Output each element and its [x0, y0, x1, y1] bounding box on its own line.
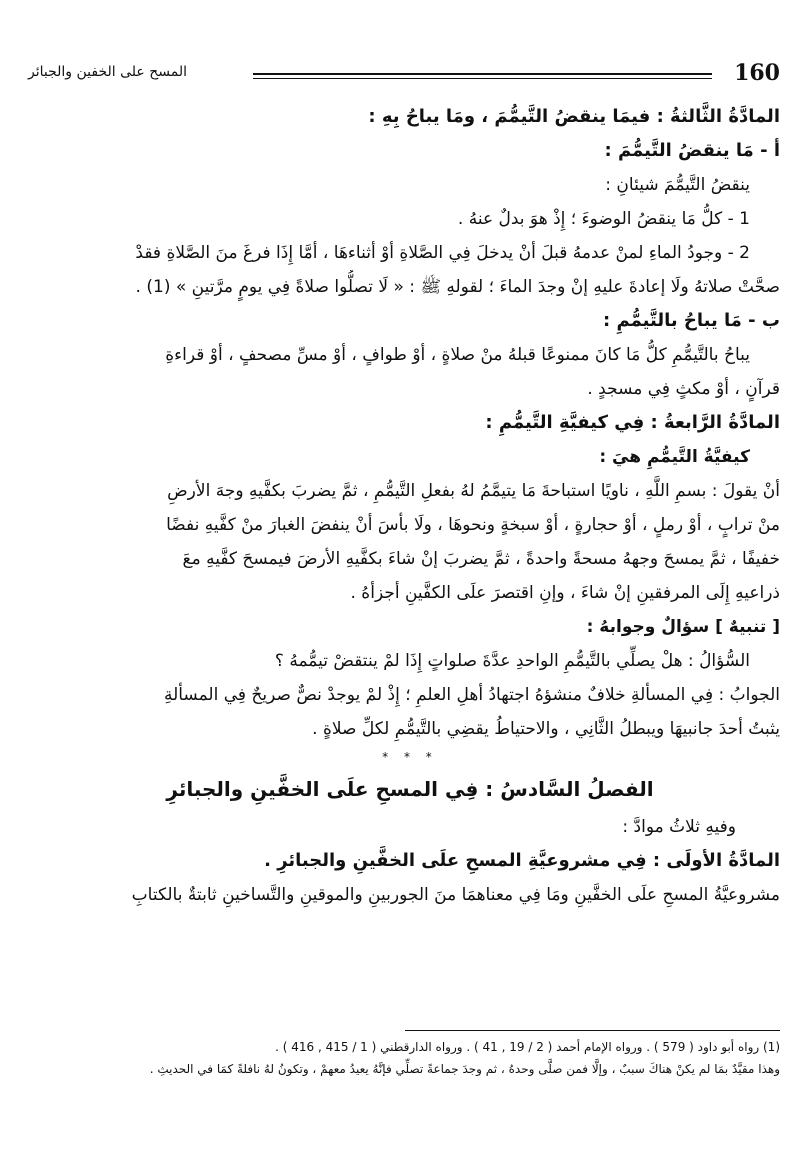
page-number: 160 — [734, 60, 780, 86]
paragraph-line: مشروعيَّةُ المسحِ علَى الخفَّينِ ومَا فِي معناهمَا منَ الجوربينِ والموقينِ والتَّساخينِ ثابتةٌ بالكتابِ — [131, 885, 780, 905]
subheading-b: ب - مَا يباحُ بالتَّيمُّمِ : — [603, 310, 780, 331]
paragraph-line: قرآنٍ ، أوْ مكثٍ فِي مسجدٍ . — [587, 379, 780, 399]
paragraph-line: صحَّتْ صلاتهُ ولَا إعادةَ عليهِ إنْ وجدَ الماءَ ؛ لقولهِ ﷺ : « لَا تصلُّوا صلاةً فِي يومٍ مرَّتينِ » (1) . — [135, 277, 780, 297]
paragraph-line: 2 - وجودُ الماءِ لمنْ عدمهُ قبلَ أنْ يدخلَ فِي الصَّلاةِ أوْ أثناءهَا ، أمَّا إِذَا فرغَ منَ الصَّلاةِ فقدْ — [135, 243, 750, 263]
footnotes — [30, 1036, 780, 1080]
running-title: المسح على الخفين والجبائر — [28, 64, 188, 80]
footnote-line: وهذا مقيَّدٌ بمَا لم يكنْ هناكَ سببٌ ، وإلَّا فمن صلَّى وحدهُ ، ثم وجدَ جماعةً تصلِّي فإنَّهُ يعيدُ معهمْ ، وتكونُ لهُ نافلةً كمَا في الحديثِ . — [149, 1062, 780, 1076]
paragraph-line: خفيفًا ، ثمَّ يمسحَ وجههُ مسحةً واحدةً ، ثمَّ يضربَ إنْ شاءَ بكفَّيهِ الأرضَ فيمسحَ كفَّيهِ معَ — [182, 549, 780, 569]
footnote-line: (1) رواه أبو داود ( 579 ) . ورواه الإمام أحمد ( 2 / 19 , 41 ) . ورواه الدارقطني ( 1 / 415 , 416 ) . — [275, 1040, 780, 1054]
answer-line: الجوابُ : فِي المسألةِ خلافٌ منشؤهُ اجتهادُ أهلِ العلمِ ؛ إِذْ لمْ يوجدْ نصٌّ صريحٌ فِي المسألةِ — [163, 685, 780, 705]
footnote-rule — [405, 1030, 780, 1031]
paragraph-line: كيفيَّةُ التَّيمُّمِ هيَ : — [599, 447, 750, 467]
paragraph-line: ينقضُ التَّيمُّمَ شيئانِ : — [605, 175, 750, 195]
section-heading-1: المادَّةُ الأولَى : فِي مشروعيَّةِ المسحِ علَى الخفَّينِ والجبائرِ . — [264, 850, 780, 871]
main-text — [40, 100, 780, 912]
header-rule-thin — [253, 78, 712, 79]
section-heading-4: المادَّةُ الرَّابعةُ : فِي كيفيَّةِ التَّيمُّمِ : — [485, 412, 780, 433]
note-heading: [ تنبيهٌ ] سؤالٌ وجوابهُ : — [586, 617, 780, 637]
chapter-title: الفصلُ السَّادسُ : فِي المسحِ علَى الخفَّينِ والجبائرِ — [166, 777, 654, 801]
paragraph-line: أنْ يقولَ : بسمِ اللَّهِ ، ناويًا استباحةَ مَا يتيمَّمُ لهُ بفعلِ التَّيمُّمِ ، ثمَّ يضربَ بكفَّيهِ وجهَ الأرضِ — [167, 481, 780, 501]
subheading-a: أ - مَا ينقضُ التَّيمُّمَ : — [604, 140, 780, 161]
separator-stars: * * * — [382, 750, 438, 764]
header-rule — [253, 73, 712, 75]
paragraph-line: يباحُ بالتَّيمُّمِ كلُّ مَا كانَ ممنوعًا قبلهُ منْ صلاةٍ ، أوْ طوافٍ ، أوْ مسِّ مصحفٍ ، أوْ قراءةِ — [165, 345, 750, 365]
question-line: السُّؤالُ : هلْ يصلِّي بالتَّيمُّمِ الواحدِ عدَّةَ صلواتٍ إِذَا لمْ ينتقضْ تيمُّمهُ ؟ — [274, 651, 750, 671]
paragraph-line: 1 - كلُّ مَا ينقضُ الوضوءَ ؛ إِذْ هوَ بدلٌ عنهُ . — [457, 209, 750, 229]
paragraph-line: يثبتُ أحدَ جانبيهَا ويبطلُ الثَّانِي ، والاحتياطُ يقضِي بالتَّيمُّمِ لكلِّ صلاةٍ . — [312, 719, 780, 739]
paragraph-line: وفيهِ ثلاثُ موادَّ : — [622, 817, 736, 837]
section-heading-3: المادَّةُ الثَّالثةُ : فيمَا ينقضُ التَّيمُّمَ ، ومَا يباحُ بِهِ : — [368, 106, 780, 127]
paragraph-line: ذراعيهِ إِلَى المرفقينِ إنْ شاءَ ، وإنِ اقتصرَ علَى الكفَّينِ أجزأهُ . — [350, 583, 780, 603]
paragraph-line: منْ ترابٍ ، أوْ رملٍ ، أوْ حجارةٍ ، أوْ سبخةٍ ونحوهَا ، ولَا بأسَ أنْ ينفضَ الغبارَ منْ كفَّيهِ نفضًا — [166, 515, 780, 535]
page-header — [28, 60, 780, 94]
